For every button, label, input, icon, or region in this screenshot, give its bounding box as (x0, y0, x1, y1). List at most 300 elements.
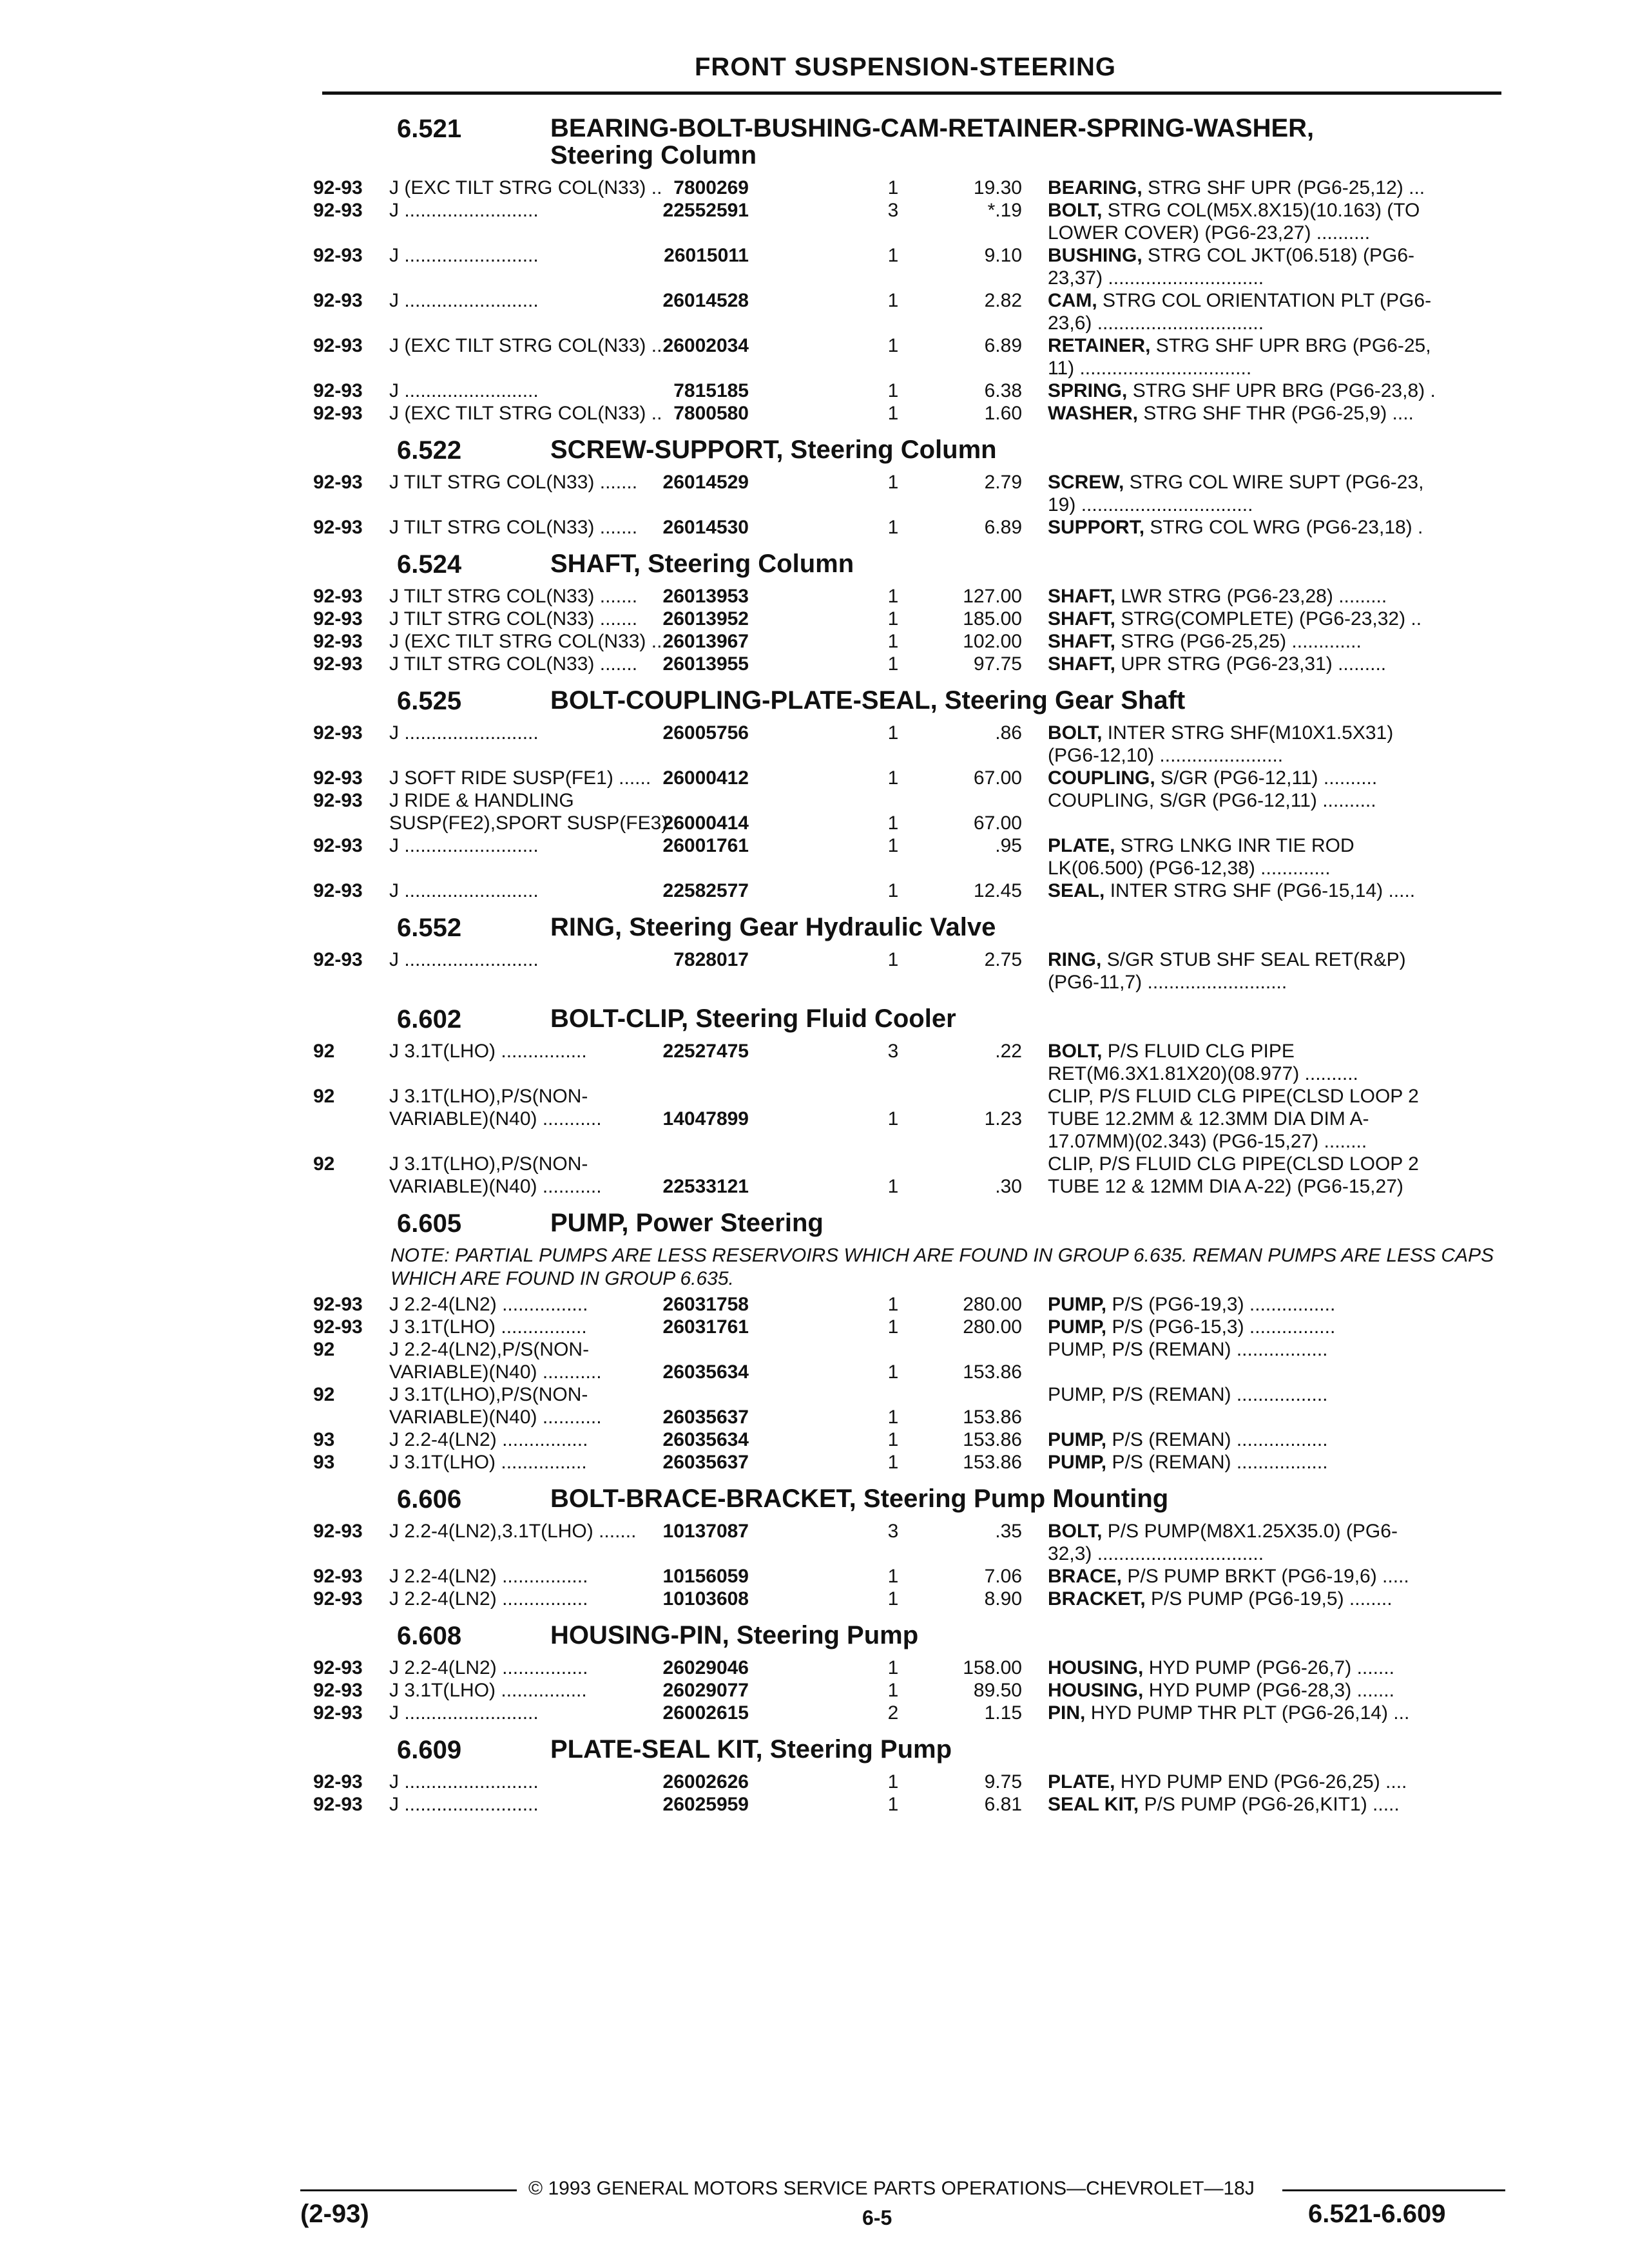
quantity: 1 (887, 403, 899, 424)
application-line: J 3.1T(LHO),P/S(NON- (389, 1086, 588, 1107)
price: 280.00 (963, 1294, 1022, 1315)
part-number: 26000414 (662, 812, 749, 834)
model-years: 92-93 (313, 1588, 363, 1610)
quantity: 1 (887, 722, 899, 744)
application-line: J TILT STRG COL(N33) ....... (389, 472, 638, 493)
description (1048, 1338, 1499, 1361)
description-text: 32,3) ............................... (1048, 1543, 1264, 1564)
model-years: 92-93 (313, 200, 363, 221)
part-name: SEAL KIT, (1048, 1794, 1139, 1815)
model-years: 92-93 (313, 767, 363, 789)
description-line (1048, 834, 1499, 857)
description (1048, 1316, 1499, 1338)
quantity: 3 (887, 1521, 899, 1542)
description (1048, 653, 1499, 675)
description-line (1048, 1520, 1499, 1542)
description-line (1048, 380, 1499, 402)
model-years: 92 (313, 1086, 335, 1107)
section-title (550, 550, 854, 577)
model-years: 92-93 (313, 790, 363, 811)
quantity: 1 (887, 586, 899, 607)
description-text: RET(M6.3X1.81X20)(08.977) .......... (1048, 1063, 1358, 1084)
section-heading (313, 434, 1512, 471)
section-title (550, 1736, 952, 1763)
model-years: 92-93 (313, 722, 363, 744)
description-text: P/S PUMP (PG6-19,5) ........ (1151, 1588, 1393, 1610)
section-number: 6.522 (397, 436, 462, 465)
description (1048, 1702, 1499, 1724)
application-line: J (EXC TILT STRG COL(N33) .. (389, 631, 662, 652)
description-line (1048, 608, 1499, 630)
model-years: 92-93 (313, 949, 363, 970)
application-line: J ......................... (389, 880, 539, 901)
section-title (550, 115, 1314, 169)
description (1048, 1588, 1499, 1610)
part-name: PLATE, (1048, 1771, 1115, 1792)
section-heading (313, 548, 1512, 585)
model-years: 92-93 (313, 1771, 363, 1792)
description-text: S/GR STUB SHF SEAL RET(R&P) (1106, 949, 1406, 970)
part-number: 26014529 (662, 472, 749, 493)
part-row (313, 380, 1512, 402)
description-line (1048, 1793, 1499, 1816)
description-line (1048, 1657, 1499, 1679)
application-line: J (EXC TILT STRG COL(N33) .. (389, 403, 662, 424)
description-line (1048, 1565, 1499, 1588)
quantity: 1 (887, 767, 899, 789)
application-line: SUSP(FE2),SPORT SUSP(FE3) (389, 812, 668, 834)
part-name: PUMP, (1048, 1294, 1107, 1315)
quantity: 1 (887, 1361, 899, 1383)
description-text: STRG SHF UPR BRG (PG6-25, (1155, 335, 1431, 356)
part-name: RETAINER, (1048, 335, 1151, 356)
part-row (313, 1565, 1512, 1588)
price: 153.86 (963, 1429, 1022, 1450)
part-name: SUPPORT, (1048, 517, 1145, 538)
application-line: J (EXC TILT STRG COL(N33) .. (389, 335, 662, 356)
description (1048, 1771, 1499, 1793)
quantity: 1 (887, 290, 899, 311)
application-line: J 3.1T(LHO),P/S(NON- (389, 1153, 588, 1175)
section-6-522 (313, 434, 1512, 539)
description-line (1048, 494, 1499, 516)
part-number: 26000412 (662, 767, 749, 789)
description (1048, 722, 1499, 767)
part-name: WASHER, (1048, 403, 1139, 424)
description-text: P/S PUMP (PG6-26,KIT1) ..... (1144, 1794, 1400, 1815)
description (1048, 585, 1499, 608)
quantity: 1 (887, 1794, 899, 1815)
description (1048, 1428, 1499, 1451)
description (1048, 834, 1499, 879)
part-name: SHAFT, (1048, 586, 1115, 607)
application-line: J 2.2-4(LN2),P/S(NON- (389, 1339, 590, 1360)
page-title: FRONT SUSPENSION-STEERING (695, 53, 1116, 81)
description (1048, 1040, 1499, 1085)
description-text: PUMP, P/S (REMAN) ................. (1048, 1339, 1328, 1360)
quantity: 1 (887, 177, 899, 198)
model-years: 92-93 (313, 608, 363, 629)
price: 67.00 (973, 767, 1022, 789)
part-name: COUPLING, (1048, 767, 1155, 789)
description (1048, 879, 1499, 902)
description (1048, 516, 1499, 539)
part-row (313, 722, 1512, 767)
section-heading (313, 684, 1512, 722)
section-6-524 (313, 548, 1512, 675)
application-line: J 3.1T(LHO) ................ (389, 1680, 587, 1701)
part-row (313, 516, 1512, 539)
part-name: SHAFT, (1048, 608, 1115, 629)
section-title-text: HOUSING-PIN, Steering Pump (550, 1621, 919, 1649)
description-line (1048, 1428, 1499, 1451)
quantity: 1 (887, 1657, 899, 1678)
part-name: BOLT, (1048, 200, 1103, 221)
application-line: VARIABLE)(N40) ........... (389, 1108, 602, 1129)
model-years: 92-93 (313, 177, 363, 198)
section-title (550, 687, 1185, 714)
description (1048, 1565, 1499, 1588)
model-years: 92-93 (313, 835, 363, 856)
part-row (313, 1383, 1512, 1428)
application-line: J 2.2-4(LN2),3.1T(LHO) ....... (389, 1521, 637, 1542)
description-text: COUPLING, S/GR (PG6-12,11) .......... (1048, 790, 1376, 811)
application-line: J ......................... (389, 1771, 539, 1792)
price: 6.81 (984, 1794, 1022, 1815)
application-line: J TILT STRG COL(N33) ....... (389, 653, 638, 675)
description-text: P/S (REMAN) ................. (1112, 1452, 1328, 1473)
description (1048, 608, 1499, 630)
description-line (1048, 1316, 1499, 1338)
part-row (313, 1679, 1512, 1702)
price: 89.50 (973, 1680, 1022, 1701)
description-text: 11) ................................ (1048, 358, 1252, 379)
part-row (313, 1428, 1512, 1451)
model-years: 92-93 (313, 653, 363, 675)
description-text: P/S (PG6-19,3) ................ (1112, 1294, 1336, 1315)
price: 127.00 (963, 586, 1022, 607)
part-row (313, 630, 1512, 653)
part-number: 10156059 (662, 1566, 749, 1587)
description (1048, 199, 1499, 244)
application-line: J 3.1T(LHO) ................ (389, 1041, 587, 1062)
description-line (1048, 1542, 1499, 1565)
section-heading (313, 1733, 1512, 1771)
price: 1.15 (984, 1702, 1022, 1724)
part-row (313, 471, 1512, 516)
part-number: 7800580 (673, 403, 749, 424)
price: 67.00 (973, 812, 1022, 834)
part-name: BRACE, (1048, 1566, 1123, 1587)
description-text: 17.07MM)(02.343) (PG6-15,27) ........ (1048, 1131, 1367, 1152)
part-row (313, 177, 1512, 199)
part-row (313, 1085, 1512, 1153)
quantity: 1 (887, 812, 899, 834)
part-row (313, 1657, 1512, 1679)
quantity: 1 (887, 1294, 899, 1315)
application-line: J 3.1T(LHO) ................ (389, 1316, 587, 1338)
part-number: 26013955 (662, 653, 749, 675)
section-heading (313, 112, 1512, 177)
part-name: PUMP, (1048, 1452, 1107, 1473)
section-number: 6.525 (397, 687, 462, 715)
section-title-text: PLATE-SEAL KIT, Steering Pump (550, 1735, 952, 1763)
section-number: 6.552 (397, 914, 462, 942)
description (1048, 948, 1499, 994)
model-years: 92-93 (313, 245, 363, 266)
price: 8.90 (984, 1588, 1022, 1610)
part-number: 26035637 (662, 1452, 749, 1473)
section-number: 6.609 (397, 1736, 462, 1764)
footer-section-range: 6.521-6.609 (1308, 2200, 1446, 2228)
description (1048, 289, 1499, 334)
description (1048, 1520, 1499, 1565)
model-years: 92 (313, 1339, 335, 1360)
quantity: 1 (887, 835, 899, 856)
quantity: 2 (887, 1702, 899, 1724)
section-6-609 (313, 1733, 1512, 1816)
description-text: STRG SHF UPR BRG (PG6-23,8) . (1132, 380, 1436, 401)
description-text: 23,37) ............................. (1048, 267, 1264, 289)
part-name: CAM, (1048, 290, 1097, 311)
price: 9.10 (984, 245, 1022, 266)
quantity: 1 (887, 608, 899, 629)
price: 153.86 (963, 1452, 1022, 1473)
part-number: 10103608 (662, 1588, 749, 1610)
model-years: 92-93 (313, 1794, 363, 1815)
description-line (1048, 1062, 1499, 1085)
model-years: 92-93 (313, 1294, 363, 1315)
description-line (1048, 722, 1499, 744)
description-text: P/S PUMP BRKT (PG6-19,6) ..... (1127, 1566, 1409, 1587)
description-line (1048, 177, 1499, 199)
model-years: 92 (313, 1384, 335, 1405)
model-years: 92-93 (313, 290, 363, 311)
application-line: J 2.2-4(LN2) ................ (389, 1294, 588, 1315)
description-text: STRG LNKG INR TIE ROD (1120, 835, 1354, 856)
section-title-text: BOLT-CLIP, Steering Fluid Cooler (550, 1004, 956, 1033)
description (1048, 244, 1499, 289)
description-text: STRG (PG6-25,25) ............. (1121, 631, 1362, 652)
description-line (1048, 402, 1499, 425)
application-line: J TILT STRG COL(N33) ....... (389, 608, 638, 629)
section-6-602 (313, 1003, 1512, 1198)
section-number: 6.608 (397, 1622, 462, 1650)
part-row (313, 402, 1512, 425)
description-text: P/S PUMP(M8X1.25X35.0) (PG6- (1107, 1521, 1398, 1542)
description-text: 19) ................................ (1048, 494, 1253, 515)
footer-page-number: 6-5 (862, 2206, 892, 2229)
price: *.19 (987, 200, 1022, 221)
price: .22 (995, 1041, 1022, 1062)
part-number: 22552591 (662, 200, 749, 221)
part-row (313, 1702, 1512, 1724)
footer-date: (2-93) (300, 2200, 369, 2228)
description-line (1048, 879, 1499, 902)
model-years: 92-93 (313, 1702, 363, 1724)
application-line: J ......................... (389, 722, 539, 744)
part-row (313, 1153, 1512, 1198)
description-text: INTER STRG SHF (PG6-15,14) ..... (1110, 880, 1416, 901)
description-line (1048, 1588, 1499, 1610)
price: 12.45 (973, 880, 1022, 901)
price: .95 (995, 835, 1022, 856)
quantity: 1 (887, 1588, 899, 1610)
part-number: 22533121 (662, 1176, 749, 1197)
part-name: SCREW, (1048, 472, 1124, 493)
description-text: (PG6-12,10) ....................... (1048, 745, 1284, 766)
part-name: SHAFT, (1048, 631, 1115, 652)
description-text: STRG SHF UPR (PG6-25,12) ... (1148, 177, 1425, 198)
model-years: 92 (313, 1153, 335, 1175)
description-text: CLIP, P/S FLUID CLG PIPE(CLSD LOOP 2 (1048, 1153, 1419, 1175)
description-text: P/S (REMAN) ................. (1112, 1429, 1328, 1450)
part-number: 26031758 (662, 1294, 749, 1315)
application-line: J RIDE & HANDLING (389, 790, 574, 811)
part-name: BOLT, (1048, 1041, 1103, 1062)
description-text: STRG COL WRG (PG6-23,18) . (1150, 517, 1423, 538)
quantity: 3 (887, 200, 899, 221)
part-row (313, 653, 1512, 675)
description (1048, 1451, 1499, 1474)
description-line (1048, 1679, 1499, 1702)
description-line (1048, 1702, 1499, 1724)
part-number: 26002615 (662, 1702, 749, 1724)
description-line (1048, 471, 1499, 494)
part-number: 7828017 (673, 949, 749, 970)
section-title-text: RING, Steering Gear Hydraulic Valve (550, 913, 996, 941)
application-line: J ......................... (389, 380, 539, 401)
section-note: NOTE: PARTIAL PUMPS ARE LESS RESERVOIRS WHICH ARE FOUND IN GROUP 6.635. REMAN PUMPS ARE LESS CAPS WHICH ARE FOUND IN GROUP 6.635. (390, 1245, 1494, 1289)
application-line: J ......................... (389, 200, 539, 221)
part-number: 26029077 (662, 1680, 749, 1701)
section-heading (313, 1003, 1512, 1040)
part-number: 26013953 (662, 586, 749, 607)
section-title-text: BEARING-BOLT-BUSHING-CAM-RETAINER-SPRING-WASHER, (550, 114, 1315, 142)
application-line: J TILT STRG COL(N33) ....... (389, 586, 638, 607)
part-number: 22582577 (662, 880, 749, 901)
section-title-text: PUMP, Power Steering (550, 1209, 824, 1237)
description-line (1048, 289, 1499, 312)
description-text: HYD PUMP END (PG6-26,25) .... (1120, 1771, 1407, 1792)
part-row (313, 1293, 1512, 1316)
description-line (1048, 653, 1499, 675)
description-line (1048, 244, 1499, 267)
description-line (1048, 1108, 1499, 1130)
section-6-521 (313, 112, 1512, 425)
part-name: PIN, (1048, 1702, 1086, 1724)
application-line: VARIABLE)(N40) ........... (389, 1176, 602, 1197)
description-text: HYD PUMP (PG6-28,3) ....... (1148, 1680, 1394, 1701)
description-line (1048, 267, 1499, 289)
description-line (1048, 1293, 1499, 1316)
part-name: BEARING, (1048, 177, 1142, 198)
part-row (313, 585, 1512, 608)
description-line (1048, 222, 1499, 244)
section-heading (313, 911, 1512, 948)
description (1048, 1085, 1499, 1153)
price: 2.79 (984, 472, 1022, 493)
application-line: J SOFT RIDE SUSP(FE1) ...... (389, 767, 651, 789)
description-line (1048, 585, 1499, 608)
description-text: CLIP, P/S FLUID CLG PIPE(CLSD LOOP 2 (1048, 1086, 1419, 1107)
section-title-text: BOLT-COUPLING-PLATE-SEAL, Steering Gear Shaft (550, 686, 1186, 715)
quantity: 1 (887, 1176, 899, 1197)
part-row (313, 879, 1512, 902)
description-text: HYD PUMP (PG6-26,7) ....... (1148, 1657, 1394, 1678)
part-name: RING, (1048, 949, 1102, 970)
description (1048, 1793, 1499, 1816)
model-years: 92-93 (313, 880, 363, 901)
price: 153.86 (963, 1361, 1022, 1383)
part-number: 26035637 (662, 1407, 749, 1428)
quantity: 1 (887, 245, 899, 266)
part-row (313, 1338, 1512, 1383)
model-years: 92-93 (313, 335, 363, 356)
description (1048, 1679, 1499, 1702)
description-text: LK(06.500) (PG6-12,38) ............. (1048, 858, 1331, 879)
part-number: 26035634 (662, 1361, 749, 1383)
part-number: 26002626 (662, 1771, 749, 1792)
model-years: 92-93 (313, 517, 363, 538)
model-years: 92-93 (313, 1680, 363, 1701)
description-text: LOWER COVER) (PG6-23,27) .......... (1048, 222, 1371, 244)
part-number: 26014528 (662, 290, 749, 311)
part-number: 26029046 (662, 1657, 749, 1678)
page-header (322, 50, 1501, 95)
description (1048, 789, 1499, 812)
section-number: 6.521 (397, 115, 462, 143)
part-row (313, 244, 1512, 289)
description-line (1048, 1040, 1499, 1062)
application-line: VARIABLE)(N40) ........... (389, 1361, 602, 1383)
price: 185.00 (963, 608, 1022, 629)
description-text: TUBE 12.2MM & 12.3MM DIA DIM A- (1048, 1108, 1369, 1129)
description-text: 23,6) ............................... (1048, 312, 1264, 334)
description-line (1048, 948, 1499, 971)
section-heading (313, 1483, 1512, 1520)
application-line: J ......................... (389, 245, 539, 266)
description (1048, 471, 1499, 516)
part-number: 26015011 (664, 245, 749, 266)
part-number: 26001761 (662, 835, 749, 856)
part-row (313, 1316, 1512, 1338)
part-number: 7800269 (673, 177, 749, 198)
footer-copyright: © 1993 GENERAL MOTORS SERVICE PARTS OPERATIONS—CHEVROLET—18J (528, 2178, 1255, 2199)
part-row (313, 1451, 1512, 1474)
section-title (550, 1622, 918, 1649)
section-number: 6.605 (397, 1209, 462, 1238)
description-text: S/GR (PG6-12,11) .......... (1161, 767, 1378, 789)
quantity: 1 (887, 653, 899, 675)
price: 97.75 (973, 653, 1022, 675)
description (1048, 380, 1499, 402)
description-line (1048, 1085, 1499, 1108)
quantity: 1 (887, 335, 899, 356)
description-line (1048, 789, 1499, 812)
section-title (550, 914, 996, 941)
part-name: SHAFT, (1048, 653, 1115, 675)
section-title (550, 1005, 956, 1032)
model-years: 93 (313, 1452, 335, 1473)
application-line: J ......................... (389, 1702, 539, 1724)
description-line (1048, 744, 1499, 767)
section-6-525 (313, 684, 1512, 902)
description-line (1048, 1130, 1499, 1153)
section-title (550, 1209, 824, 1236)
description-line (1048, 1175, 1499, 1198)
part-row (313, 767, 1512, 789)
